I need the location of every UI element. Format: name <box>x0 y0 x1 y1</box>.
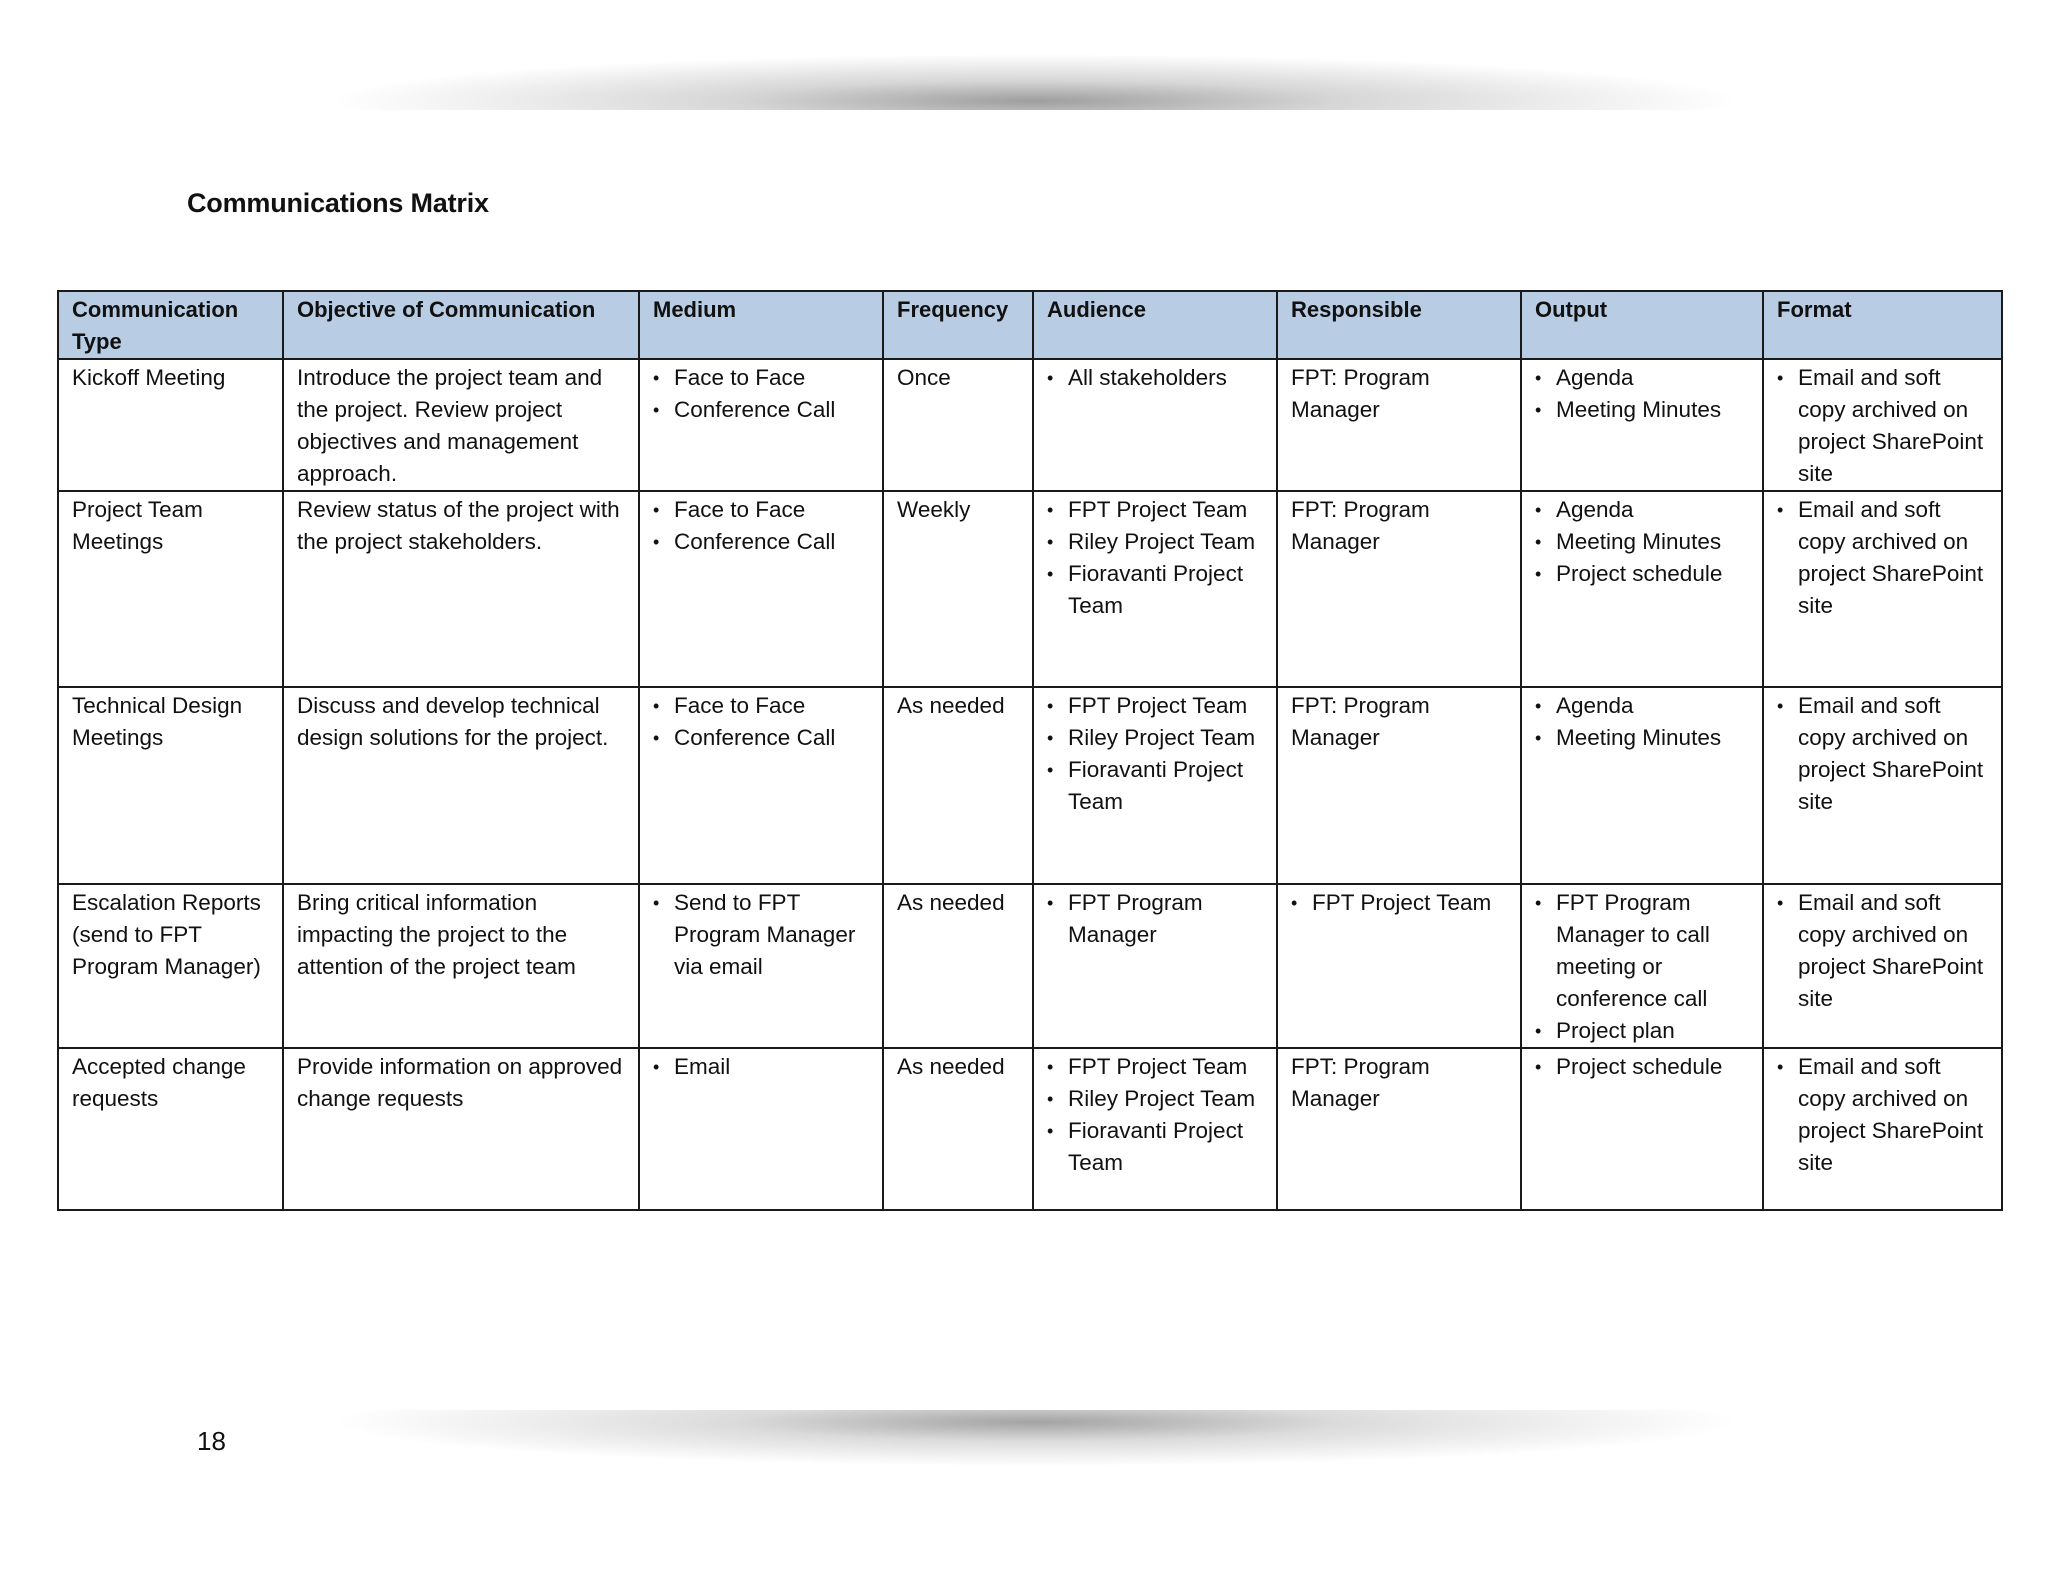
bullet-icon: • <box>1777 893 1784 913</box>
bullet-icon: • <box>1777 368 1784 388</box>
objective-cell: Provide information on approved change requests <box>283 1048 639 1210</box>
list-item: • Email and soft copy archived on project SharePoint site <box>1777 1051 1988 1179</box>
medium-cell <box>639 359 883 491</box>
column-header: Audience <box>1033 291 1277 359</box>
bullet-icon: • <box>1047 1089 1054 1109</box>
list-item: • Face to Face <box>653 494 869 526</box>
page-bottom-shadow <box>270 1410 1800 1470</box>
list-item: • Meeting Minutes <box>1535 526 1749 558</box>
output-cell <box>1521 884 1763 1048</box>
communications-matrix-table <box>57 290 2003 1211</box>
list-item: • Agenda <box>1535 362 1749 394</box>
bullet-icon: • <box>1535 368 1542 388</box>
format-cell <box>1763 491 2002 687</box>
bullet-icon: • <box>653 400 660 420</box>
bullet-icon: • <box>1535 728 1542 748</box>
list-item: • FPT Project Team <box>1291 887 1507 919</box>
bullet-icon: • <box>1047 760 1054 780</box>
list-item: • Fioravanti Project Team <box>1047 558 1263 622</box>
frequency-cell: As needed <box>883 1048 1033 1210</box>
responsible-cell <box>1277 884 1521 1048</box>
objective-cell: Bring critical information impacting the project to the attention of the project team <box>283 884 639 1048</box>
list-item: • Email <box>653 1051 869 1083</box>
column-header: Medium <box>639 291 883 359</box>
list-item: • FPT Project Team <box>1047 494 1263 526</box>
list-item: • Email and soft copy archived on project SharePoint site <box>1777 887 1988 1015</box>
column-header: Output <box>1521 291 1763 359</box>
list-item: • Send to FPT Program Manager via email <box>653 887 869 983</box>
medium-cell <box>639 884 883 1048</box>
responsible-cell: FPT: Program Manager <box>1277 687 1521 884</box>
page-top-shadow <box>270 50 1800 110</box>
column-header: Frequency <box>883 291 1033 359</box>
list-item: • Riley Project Team <box>1047 722 1263 754</box>
bullet-icon: • <box>1047 368 1054 388</box>
list-item: • Fioravanti Project Team <box>1047 754 1263 818</box>
list-item: • Project schedule <box>1535 558 1749 590</box>
bullet-icon: • <box>1047 1057 1054 1077</box>
bullet-icon: • <box>1535 1057 1542 1077</box>
table-row <box>58 687 2002 884</box>
bullet-icon: • <box>1535 532 1542 552</box>
output-cell <box>1521 491 1763 687</box>
bullet-icon: • <box>1047 893 1054 913</box>
list-item: • Face to Face <box>653 362 869 394</box>
list-item: • Riley Project Team <box>1047 526 1263 558</box>
list-item: • Project schedule <box>1535 1051 1749 1083</box>
list-item: • Project plan <box>1535 1015 1749 1047</box>
bullet-icon: • <box>1535 696 1542 716</box>
column-header: Communication Type <box>58 291 283 359</box>
list-item: • Agenda <box>1535 494 1749 526</box>
bullet-icon: • <box>653 893 660 913</box>
list-item: • Email and soft copy archived on project SharePoint site <box>1777 494 1988 622</box>
document-title: Communications Matrix <box>187 188 489 218</box>
medium-cell <box>639 687 883 884</box>
communication-type-cell: Escalation Reports (send to FPT Program Manager) <box>58 884 283 1048</box>
communication-type-cell: Kickoff Meeting <box>58 359 283 491</box>
medium-cell <box>639 1048 883 1210</box>
frequency-cell: Once <box>883 359 1033 491</box>
communication-type-cell: Accepted change requests <box>58 1048 283 1210</box>
list-item: • FPT Project Team <box>1047 690 1263 722</box>
frequency-cell: As needed <box>883 884 1033 1048</box>
frequency-cell: As needed <box>883 687 1033 884</box>
audience-cell <box>1033 491 1277 687</box>
bullet-icon: • <box>1047 696 1054 716</box>
bullet-icon: • <box>1047 500 1054 520</box>
bullet-icon: • <box>1535 400 1542 420</box>
column-header: Objective of Communication <box>283 291 639 359</box>
column-header: Format <box>1763 291 2002 359</box>
audience-cell <box>1033 1048 1277 1210</box>
bullet-icon: • <box>1535 1021 1542 1041</box>
format-cell <box>1763 1048 2002 1210</box>
bullet-icon: • <box>1535 893 1542 913</box>
communication-type-cell: Technical Design Meetings <box>58 687 283 884</box>
objective-cell: Introduce the project team and the project. Review project objectives and management approach. <box>283 359 639 491</box>
list-item: • Agenda <box>1535 690 1749 722</box>
bullet-icon: • <box>1535 564 1542 584</box>
output-cell <box>1521 359 1763 491</box>
audience-cell <box>1033 359 1277 491</box>
medium-cell <box>639 491 883 687</box>
communication-type-cell: Project Team Meetings <box>58 491 283 687</box>
bullet-icon: • <box>1047 728 1054 748</box>
list-item: • FPT Program Manager <box>1047 887 1263 951</box>
responsible-cell: FPT: Program Manager <box>1277 1048 1521 1210</box>
responsible-cell: FPT: Program Manager <box>1277 491 1521 687</box>
bullet-icon: • <box>1777 1057 1784 1077</box>
audience-cell <box>1033 884 1277 1048</box>
bullet-icon: • <box>1047 1121 1054 1141</box>
table-row <box>58 884 2002 1048</box>
audience-cell <box>1033 687 1277 884</box>
page-number: 18 <box>197 1426 226 1456</box>
format-cell <box>1763 884 2002 1048</box>
bullet-icon: • <box>653 1057 660 1077</box>
list-item: • Face to Face <box>653 690 869 722</box>
bullet-icon: • <box>1047 532 1054 552</box>
format-cell <box>1763 359 2002 491</box>
list-item: • Email and soft copy archived on project SharePoint site <box>1777 690 1988 818</box>
output-cell <box>1521 687 1763 884</box>
output-cell <box>1521 1048 1763 1210</box>
table-row <box>58 1048 2002 1210</box>
list-item: • Meeting Minutes <box>1535 722 1749 754</box>
bullet-icon: • <box>653 696 660 716</box>
list-item: • Riley Project Team <box>1047 1083 1263 1115</box>
objective-cell: Review status of the project with the project stakeholders. <box>283 491 639 687</box>
bullet-icon: • <box>653 532 660 552</box>
bullet-icon: • <box>1777 696 1784 716</box>
bullet-icon: • <box>653 368 660 388</box>
list-item: • FPT Project Team <box>1047 1051 1263 1083</box>
table-row <box>58 491 2002 687</box>
column-header: Responsible <box>1277 291 1521 359</box>
list-item: • Conference Call <box>653 526 869 558</box>
bullet-icon: • <box>1535 500 1542 520</box>
list-item: • FPT Program Manager to call meeting or conference call <box>1535 887 1749 1015</box>
bullet-icon: • <box>1047 564 1054 584</box>
bullet-icon: • <box>653 500 660 520</box>
list-item: • Conference Call <box>653 394 869 426</box>
table-header-row <box>58 291 2002 359</box>
objective-cell: Discuss and develop technical design solutions for the project. <box>283 687 639 884</box>
bullet-icon: • <box>653 728 660 748</box>
bullet-icon: • <box>1291 893 1298 913</box>
list-item: • Conference Call <box>653 722 869 754</box>
table-row <box>58 359 2002 491</box>
list-item: • Meeting Minutes <box>1535 394 1749 426</box>
frequency-cell: Weekly <box>883 491 1033 687</box>
format-cell <box>1763 687 2002 884</box>
bullet-icon: • <box>1777 500 1784 520</box>
list-item: • Email and soft copy archived on project SharePoint site <box>1777 362 1988 490</box>
responsible-cell: FPT: Program Manager <box>1277 359 1521 491</box>
list-item: • All stakeholders <box>1047 362 1263 394</box>
list-item: • Fioravanti Project Team <box>1047 1115 1263 1179</box>
